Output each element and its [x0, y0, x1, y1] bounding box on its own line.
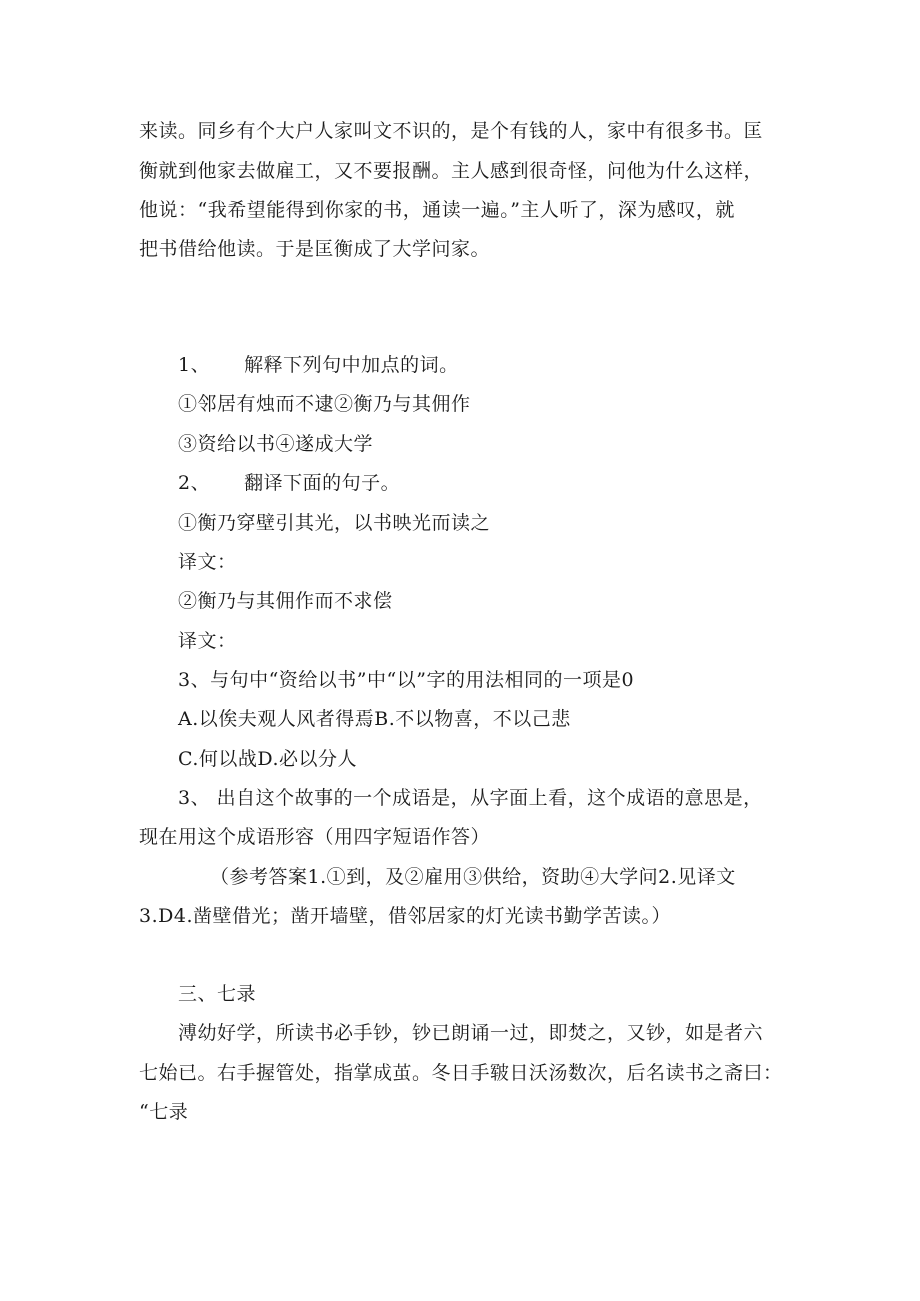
passage-line-1: 来读。同乡有个大户人家叫文不识的，是个有钱的人，家中有很多书。匡 [139, 120, 764, 142]
section-3-line-1: 溥幼好学，所读书必手钞，钞已朗诵一过，即焚之，又钞，如是者六 [178, 1022, 764, 1044]
question-1-number: 1、 [178, 354, 211, 376]
section-3-title: 三、七录 [178, 983, 257, 1005]
question-2-answer-label-b: 译文： [178, 630, 237, 652]
question-2-text: 翻译下面的句子。 [244, 472, 401, 494]
question-3-options-ab: A.以俟夫观人风者得焉B.不以物喜，不以己悲 [178, 708, 571, 730]
passage-line-3: 他说：“我希望能得到你家的书，通读一遍。”主人听了，深为感叹，就 [139, 199, 735, 221]
question-1 [178, 352, 459, 378]
question-1-items-a: ①邻居有烛而不逮②衡乃与其佣作 [178, 393, 471, 415]
answer-line-1: （参考答案1.①到，及②雇用③供给，资助④大学问2.见译文 [210, 866, 736, 888]
question-1-items-b: ③资给以书④遂成大学 [178, 433, 374, 455]
question-1-text: 解释下列句中加点的词。 [244, 354, 459, 376]
question-2-sentence-a: ①衡乃穿壁引其光，以书映光而读之 [178, 512, 491, 534]
question-3-options-cd: C.何以战D.必以分人 [178, 748, 357, 770]
question-2-number: 2、 [178, 472, 211, 494]
question-2 [178, 470, 400, 496]
question-4-line-2: 现在用这个成语形容（用四字短语作答） [139, 826, 491, 848]
question-4-line-1: 3、 出自这个故事的一个成语是，从字面上看，这个成语的意思是， [178, 787, 763, 809]
question-2-answer-label-a: 译文： [178, 551, 237, 573]
section-3-line-2: 七始已。右手握管处，指掌成茧。冬日手皲日沃汤数次，后名读书之斋曰： [139, 1062, 783, 1084]
answer-line-2: 3.D4.凿壁借光；凿开墙壁，借邻居家的灯光读书勤学苦读。） [139, 905, 671, 927]
section-3-line-3: “七录 [139, 1101, 189, 1123]
question-3: 3、与句中“资给以书”中“以”字的用法相同的一项是0 [178, 669, 635, 691]
passage-line-2: 衡就到他家去做雇工，又不要报酬。主人感到很奇怪，问他为什么这样， [139, 160, 764, 182]
question-2-sentence-b: ②衡乃与其佣作而不求偿 [178, 590, 393, 612]
passage-line-4: 把书借给他读。于是匡衡成了大学问家。 [139, 238, 491, 260]
